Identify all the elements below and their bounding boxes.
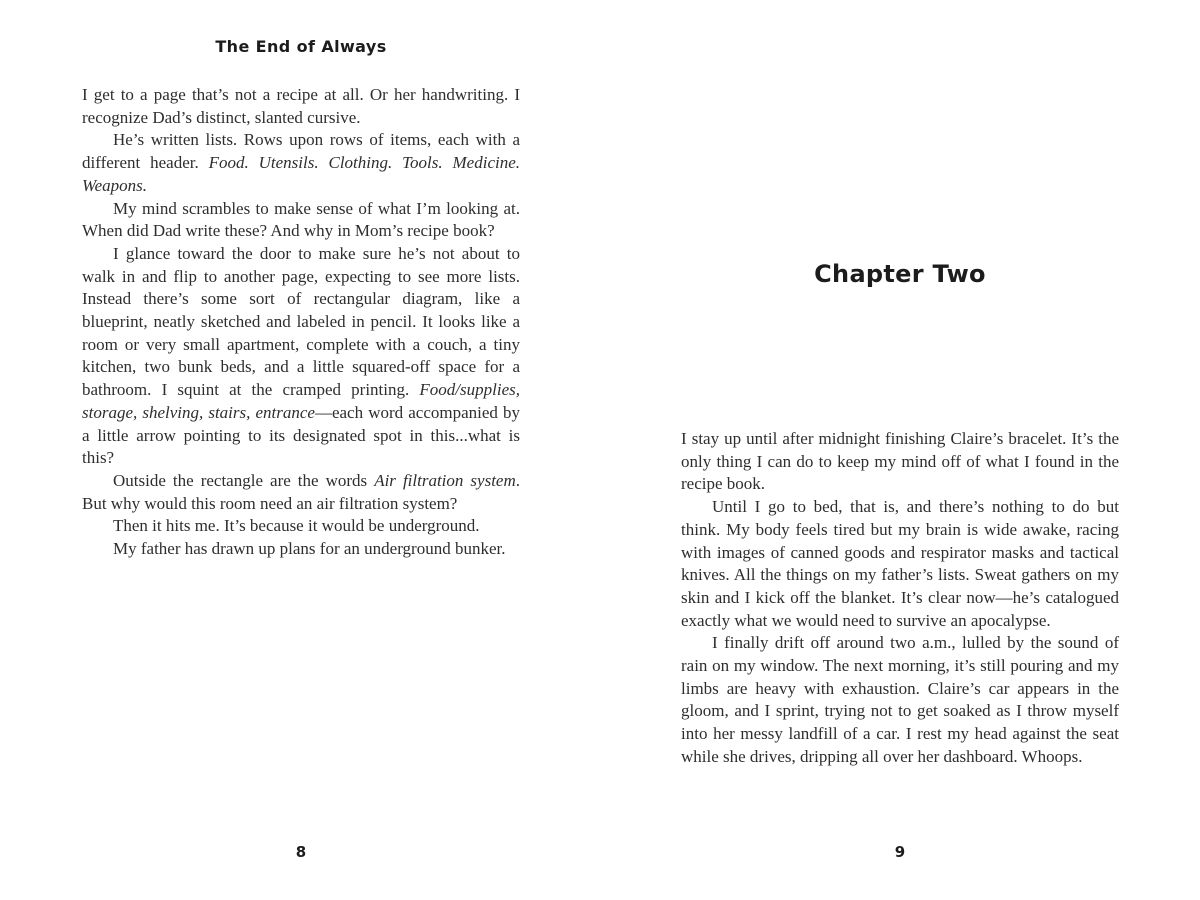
text-segment: I get to a page that’s not a recipe at all. Or her handwriting. I recognize Dad’s distinct, slanted cursive. (82, 85, 520, 127)
italic-text-segment: Food. Utensils. Clothing. Tools. Medicine. Weapons. (82, 153, 521, 195)
text-segment: My mind scrambles to make sense of what I’m looking at. When did Dad write these? And why in Mom’s recipe book? (82, 198, 520, 241)
paragraph (681, 428, 1119, 496)
text-segment: . But why would this room need an air filtration system? (82, 470, 520, 513)
paragraph (82, 515, 520, 538)
paragraph (82, 129, 520, 197)
paragraph (681, 496, 1119, 632)
paragraph (82, 470, 520, 515)
text-segment: —each word accompanied by a little arrow pointing to its designated spot in this...what is this? (82, 402, 521, 468)
text-segment: Until I go to bed, that is, and there’s nothing to do but think. My body feels tired but my brain is wide awake, racing with images of canned goods and respirator masks and tactical knives. All the things on my father’s lists. Sweat gathers on my skin and I kick off the blanket. It’s clear now—he’s catalogued exactly what we would need to survive an apocalypse. (681, 497, 1119, 630)
left-page-number: 8 (295, 843, 307, 861)
paragraph (82, 243, 520, 470)
right-page-number: 9 (894, 843, 906, 861)
running-header-book-title: The End of Always (215, 37, 387, 56)
paragraph (82, 198, 520, 243)
italic-text-segment: Air filtration system (374, 470, 516, 490)
text-segment: I glance toward the door to make sure he’s not about to walk in and flip to another page, expecting to see more lists. Instead there’s some sort of rectangular diagram, like a blueprint, neatly sketched and labeled in pencil. It looks like a room or very small apartment, complete with a couch, a tiny kitchen, two bunk beds, and a little squared-off space for a bathroom. I squint at the cramped printing. (82, 243, 520, 400)
left-page-body-text (82, 84, 520, 561)
paragraph (82, 84, 520, 129)
text-segment: My father has drawn up plans for an underground bunker. (113, 539, 506, 559)
text-segment: Outside the rectangle are the words (113, 470, 375, 490)
chapter-heading: Chapter Two (814, 260, 986, 288)
paragraph (82, 538, 520, 561)
text-segment: He’s written lists. Rows upon rows of items, each with a different header. (82, 130, 520, 173)
italic-text-segment: Food/supplies, storage, shelving, stairs, entrance (82, 380, 520, 422)
text-segment: I finally drift off around two a.m., lulled by the sound of rain on my window. The next morning, it’s still pouring and my limbs are heavy with exhaustion. Claire’s car appears in the gloom, and I sprint, trying not to get soaked as I throw myself into her messy landfill of a car. I rest my head against the seat while she drives, dripping all over her dashboard. Whoops. (681, 633, 1119, 766)
paragraph (681, 632, 1119, 768)
right-page-body-text (681, 428, 1119, 769)
text-segment: Then it hits me. It’s because it would be underground. (113, 516, 480, 536)
text-segment: I stay up until after midnight finishing Claire’s bracelet. It’s the only thing I can do to keep my mind off of what I found in the recipe book. (681, 429, 1119, 494)
